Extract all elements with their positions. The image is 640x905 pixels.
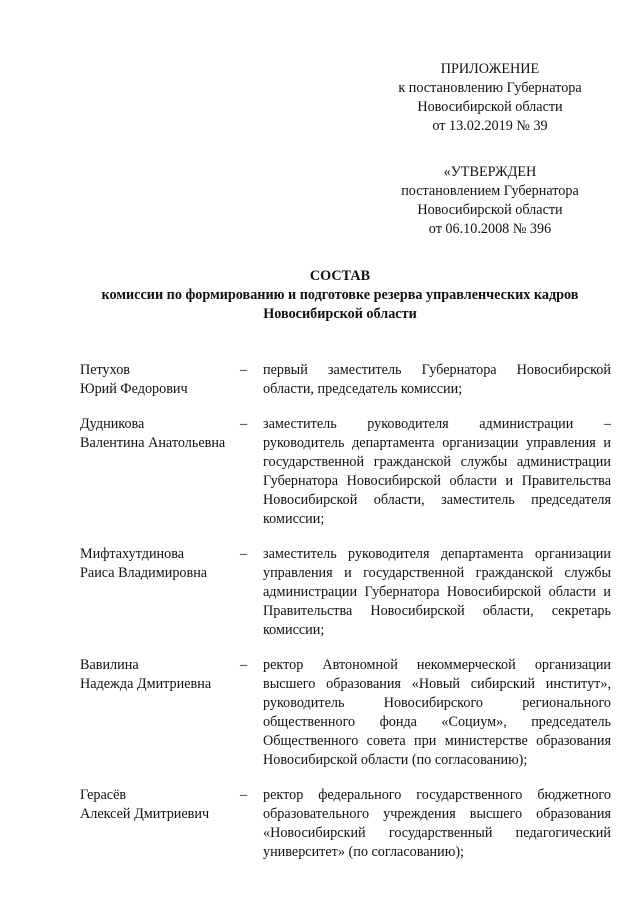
member-dash: – — [240, 787, 248, 803]
member-row — [80, 656, 610, 770]
member-given-names: Раиса Владимировна — [80, 565, 208, 581]
member-name — [80, 361, 238, 399]
member-dash: – — [240, 546, 248, 562]
member-name — [80, 545, 238, 640]
member-row — [80, 545, 610, 640]
appendix-line-3: Новосибирской области — [417, 99, 563, 115]
members-list — [80, 361, 610, 878]
member-name — [80, 786, 238, 862]
member-row — [80, 415, 610, 529]
member-role: заместитель руководителя департамента организации управления и государственной гражданской службы администрации Губернатора Новосибирской области и Правительства Новосибирской области, секретарь комиссии; — [263, 546, 611, 638]
member-role: заместитель руководителя администрации – руководитель департамента организации управления и государственной гражданской службы администрации Губернатора Новосибирской области и Правительства Новосибирской области, заместитель председателя комиссии; — [263, 416, 611, 527]
member-surname: Мифтахутдинова — [80, 546, 185, 562]
member-surname: Петухов — [80, 362, 130, 378]
title-line-3: Новосибирской области — [263, 306, 417, 322]
document-title — [40, 267, 640, 324]
member-role: первый заместитель Губернатора Новосибирской области, председатель комиссии; — [263, 362, 611, 397]
member-surname: Герасёв — [80, 787, 127, 803]
approved-line-3: Новосибирской области — [417, 202, 563, 218]
member-given-names: Юрий Федорович — [80, 381, 188, 397]
approved-block — [390, 163, 590, 239]
member-surname: Вавилина — [80, 657, 139, 673]
member-row — [80, 361, 610, 399]
title-heading: СОСТАВ — [309, 268, 371, 284]
member-dash: – — [240, 416, 248, 432]
member-surname: Дудникова — [80, 416, 145, 432]
appendix-heading: ПРИЛОЖЕНИЕ — [440, 61, 540, 77]
appendix-line-2: к постановлению Губернатора — [398, 80, 582, 96]
member-row — [80, 786, 610, 862]
member-role: ректор федерального государственного бюджетного образовательного учреждения высшего образования «Новосибирский государственный педагогический университет» (по согласованию); — [263, 787, 611, 860]
appendix-date-number: от 13.02.2019 № 39 — [432, 118, 548, 134]
member-dash: – — [240, 362, 248, 378]
member-name — [80, 656, 238, 770]
appendix-block — [390, 60, 590, 136]
approved-date-number: от 06.10.2008 № 396 — [428, 221, 552, 237]
member-given-names: Валентина Анатольевна — [80, 435, 226, 451]
member-given-names: Надежда Дмитриевна — [80, 676, 212, 692]
member-given-names: Алексей Дмитриевич — [80, 806, 210, 822]
approved-line-2: постановлением Губернатора — [401, 183, 579, 199]
member-dash: – — [240, 657, 248, 673]
approved-heading: «УТВЕРЖДЕН — [443, 164, 537, 180]
member-name — [80, 415, 238, 529]
title-line-2: комиссии по формированию и подготовке резерва управленческих кадров — [101, 287, 579, 303]
member-role: ректор Автономной некоммерческой организации высшего образования «Новый сибирский институт», руководитель Новосибирского регионального общественного фонда «Социум», председатель Общественного совета при министерстве образования Новосибирской области (по согласованию); — [263, 657, 611, 768]
